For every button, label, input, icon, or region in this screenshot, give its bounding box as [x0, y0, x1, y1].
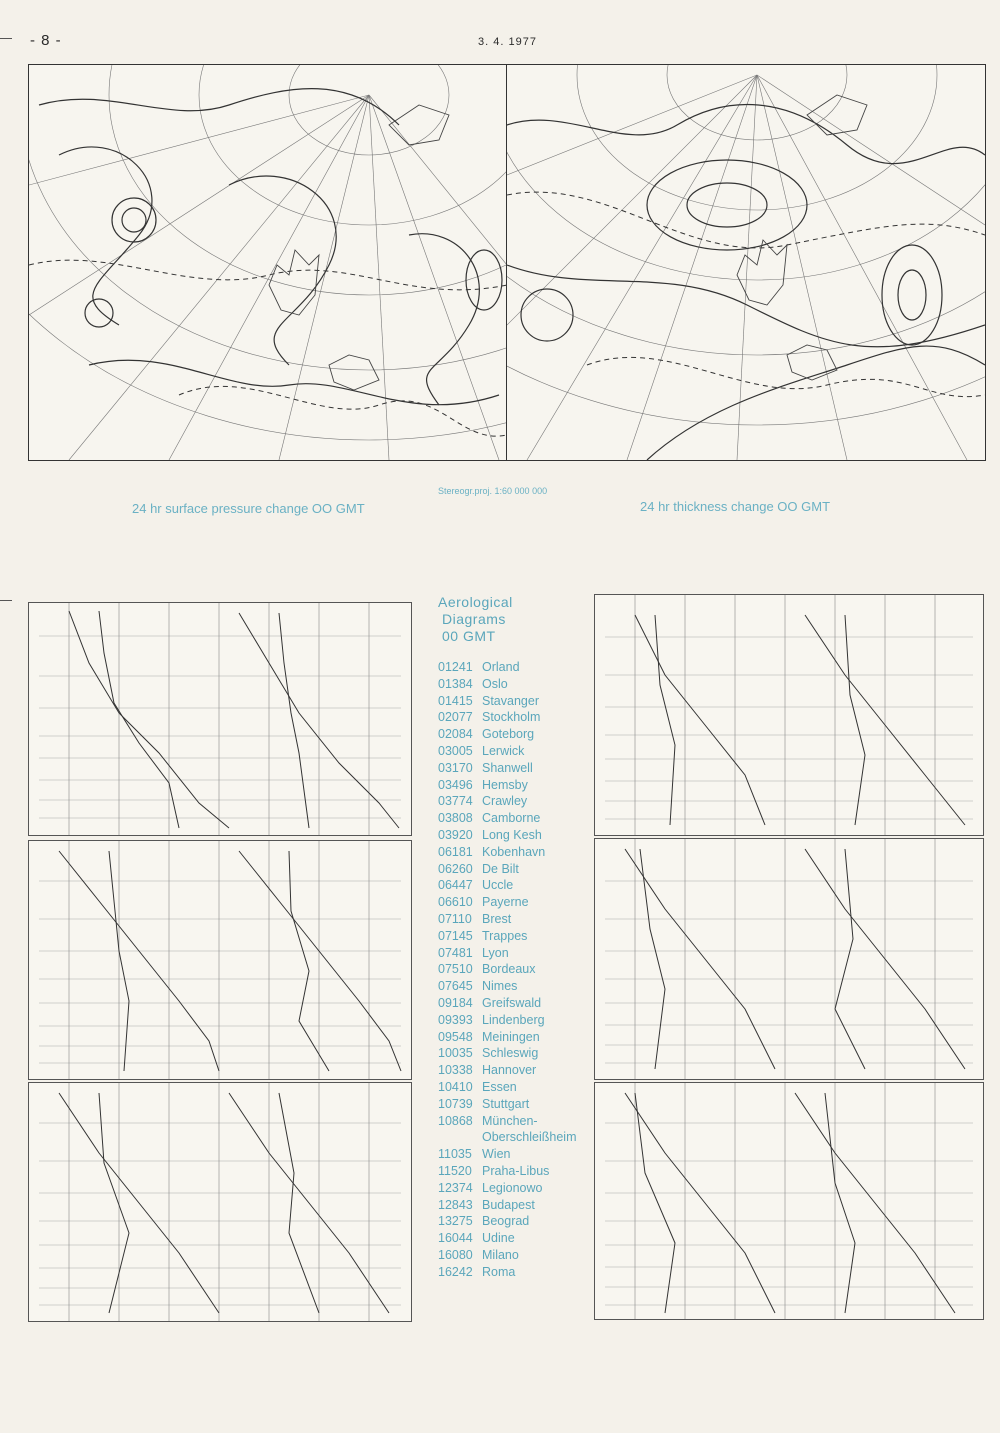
list-item	[438, 1213, 588, 1230]
list-item	[438, 659, 588, 676]
thickness-map-graphic	[507, 65, 985, 460]
station-code: 02084	[438, 727, 473, 742]
list-item	[438, 1230, 588, 1247]
station-name: Long Kesh	[482, 827, 542, 842]
station-code: 09393	[438, 1012, 473, 1027]
list-item	[438, 726, 588, 743]
station-name: Stockholm	[482, 710, 541, 725]
skew-t-graphic	[29, 841, 411, 1079]
station-name: Lerwick	[482, 743, 525, 758]
list-item	[438, 928, 588, 945]
station-name: Shanwell	[482, 760, 533, 775]
station-code: 03774	[438, 794, 473, 809]
aerological-diagram-left-1	[28, 602, 412, 836]
list-item	[438, 777, 588, 794]
aerological-diagram-left-2	[28, 840, 412, 1080]
skew-t-graphic	[595, 839, 983, 1079]
right-map-caption: 24 hr thickness change OO GMT	[640, 499, 831, 514]
list-item	[438, 827, 588, 844]
list-item	[438, 693, 588, 710]
skew-t-graphic	[595, 595, 983, 835]
list-item	[438, 1045, 588, 1062]
station-code: 09548	[438, 1029, 473, 1044]
station-rows	[438, 659, 588, 1280]
station-code: 07145	[438, 928, 473, 943]
station-code: 09184	[438, 995, 473, 1010]
station-name: Budapest	[482, 1197, 535, 1212]
list-item	[438, 1129, 588, 1146]
station-name: Lyon	[482, 945, 509, 960]
aerological-diagram-left-3	[28, 1082, 412, 1322]
crop-mark-middle	[0, 600, 12, 601]
list-item	[438, 1062, 588, 1079]
station-name: Beograd	[482, 1214, 530, 1229]
surface-pressure-change-map	[28, 64, 508, 461]
list-item	[438, 676, 588, 693]
station-name: Lindenberg	[482, 1012, 545, 1027]
station-code: 07510	[438, 962, 473, 977]
station-name: Nimes	[482, 979, 518, 994]
station-code: 10868	[438, 1113, 473, 1128]
list-item	[438, 1029, 588, 1046]
list-item	[438, 1163, 588, 1180]
heading-line-3: 00 GMT	[442, 628, 496, 644]
list-item	[438, 1247, 588, 1264]
list-item	[438, 861, 588, 878]
projection-note: Stereogr.proj. 1:60 000 000	[438, 486, 548, 496]
station-name: Udine	[482, 1231, 515, 1246]
station-name: Oslo	[482, 676, 508, 691]
station-name: Schleswig	[482, 1046, 539, 1061]
station-code: 12843	[438, 1197, 473, 1212]
list-item	[438, 961, 588, 978]
aerological-diagram-right-2	[594, 838, 984, 1080]
aerological-diagram-right-1	[594, 594, 984, 836]
station-code: 03005	[438, 743, 473, 758]
station-name: Payerne	[482, 895, 529, 910]
list-item	[438, 760, 588, 777]
station-name: München-	[482, 1113, 538, 1128]
station-name: Stuttgart	[482, 1096, 530, 1111]
station-name: Trappes	[482, 928, 528, 943]
station-name: Hemsby	[482, 777, 528, 792]
list-item	[438, 1096, 588, 1113]
station-code: 03920	[438, 827, 473, 842]
list-item	[438, 743, 588, 760]
skew-t-graphic	[29, 603, 411, 835]
skew-t-graphic	[29, 1083, 411, 1321]
station-code: 11520	[438, 1163, 472, 1178]
station-code: 10338	[438, 1063, 473, 1078]
list-item	[438, 911, 588, 928]
station-code: 06447	[438, 878, 473, 893]
station-code: 13275	[438, 1214, 473, 1229]
heading-line-1: Aerological	[438, 594, 513, 610]
station-code: 02077	[438, 710, 473, 725]
pressure-map-graphic	[29, 65, 507, 460]
skew-t-graphic	[595, 1083, 983, 1319]
station-name: Greifswald	[482, 995, 542, 1010]
list-item	[438, 1264, 588, 1281]
station-code: 07645	[438, 979, 473, 994]
station-code: 10739	[438, 1096, 473, 1111]
station-name: Praha-Libus	[482, 1163, 550, 1178]
station-code: 16044	[438, 1231, 473, 1246]
station-code: 03808	[438, 811, 473, 826]
station-name: Oberschleißheim	[482, 1130, 577, 1145]
station-code	[438, 1129, 482, 1146]
station-name: Hannover	[482, 1063, 537, 1078]
list-item	[438, 1197, 588, 1214]
station-name: Camborne	[482, 811, 541, 826]
station-name: Essen	[482, 1079, 517, 1094]
aerological-diagram-right-3	[594, 1082, 984, 1320]
list-item	[438, 978, 588, 995]
heading-line-2: Diagrams	[442, 611, 506, 627]
aerological-heading	[438, 594, 588, 645]
list-item	[438, 945, 588, 962]
station-name: Crawley	[482, 794, 528, 809]
station-name: Uccle	[482, 878, 514, 893]
station-name: Orland	[482, 660, 520, 674]
list-item	[438, 793, 588, 810]
aerological-station-list	[438, 594, 588, 1280]
list-item	[438, 1012, 588, 1029]
station-code: 07481	[438, 945, 473, 960]
list-item	[438, 1180, 588, 1197]
left-map-caption: 24 hr surface pressure change OO GMT	[132, 501, 365, 516]
station-code: 07110	[438, 911, 472, 926]
list-item	[438, 1113, 588, 1130]
crop-mark-top	[0, 38, 12, 39]
station-code: 03496	[438, 777, 473, 792]
list-item	[438, 1146, 588, 1163]
station-code: 16080	[438, 1247, 473, 1262]
station-code: 12374	[438, 1180, 473, 1195]
page-number: - 8 -	[30, 32, 62, 49]
station-code: 10035	[438, 1046, 473, 1061]
station-code: 01241	[438, 660, 473, 674]
list-item	[438, 995, 588, 1012]
thickness-change-map	[506, 64, 986, 461]
station-code: 01384	[438, 676, 473, 691]
station-name: Milano	[482, 1247, 519, 1262]
station-name: De Bilt	[482, 861, 519, 876]
station-name: Meiningen	[482, 1029, 540, 1044]
list-item	[438, 894, 588, 911]
station-code: 01415	[438, 693, 473, 708]
station-code: 06610	[438, 895, 473, 910]
station-name: Goteborg	[482, 727, 535, 742]
station-code: 16242	[438, 1264, 473, 1279]
station-code: 03170	[438, 760, 473, 775]
page-date: 3. 4. 1977	[478, 36, 537, 48]
station-code: 06260	[438, 861, 473, 876]
list-item	[438, 1079, 588, 1096]
station-name: Kobenhavn	[482, 844, 546, 859]
station-code: 11035	[438, 1147, 472, 1162]
station-name: Roma	[482, 1264, 516, 1279]
station-name: Legionowo	[482, 1180, 543, 1195]
station-name: Stavanger	[482, 693, 539, 708]
station-code: 10410	[438, 1079, 473, 1094]
list-item	[438, 877, 588, 894]
station-code: 06181	[438, 844, 473, 859]
list-item	[438, 709, 588, 726]
list-item	[438, 810, 588, 827]
station-name: Bordeaux	[482, 962, 536, 977]
station-name: Brest	[482, 911, 512, 926]
station-name: Wien	[482, 1147, 511, 1162]
list-item	[438, 844, 588, 861]
